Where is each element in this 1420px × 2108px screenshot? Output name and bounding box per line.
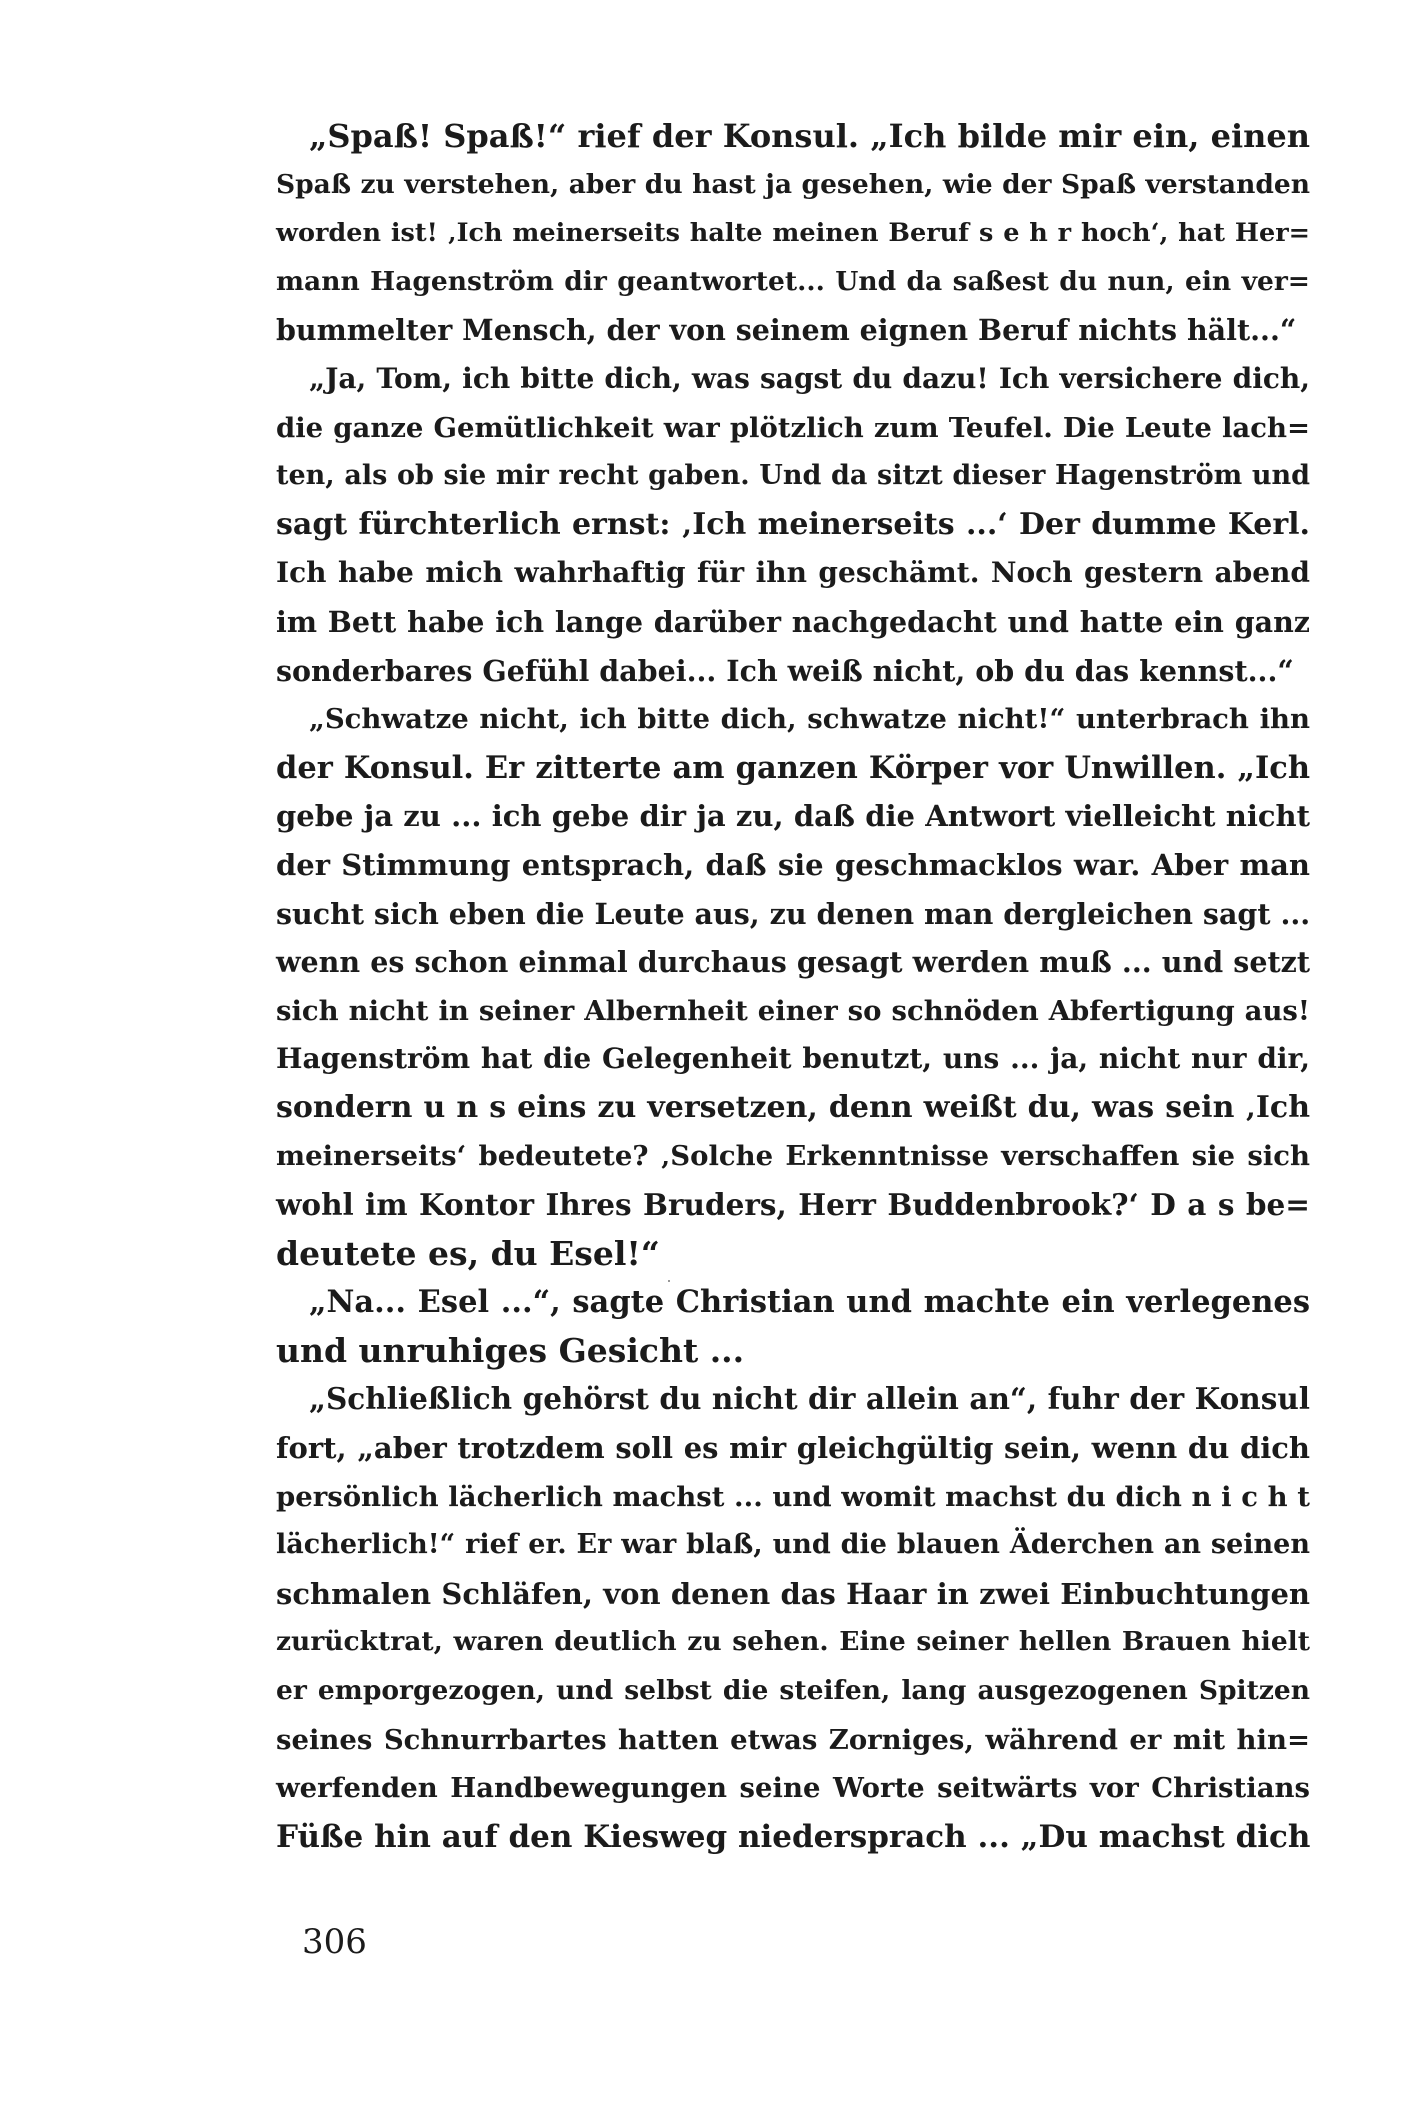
paper-speck [668,1280,670,1282]
text-line: lächerlich!“ rief er. Er war blaß, und die blauen Äderchen an seinen [276,1529,1310,1561]
text-line: mann Hagenström dir geantwortet... Und da saßest du nun, ein ver= [276,265,1310,297]
text-line: fort, „aber trotzdem soll es mir gleichgültig sein, wenn du dich [276,1431,1310,1466]
text-line: „Schließlich gehörst du nicht dir allein an“, fuhr der Konsul [309,1381,1310,1417]
text-line: der Konsul. Er zitterte am ganzen Körper vor Unwillen. „Ich [276,749,1310,786]
text-line: wenn es schon einmal durchaus gesagt werden muß ... und setzt [276,945,1310,980]
text-line: „Spaß! Spaß!“ rief der Konsul. „Ich bilde mir ein, einen [309,117,1310,155]
body-text [276,112,1310,1861]
text-line: ten, als ob sie mir recht gaben. Und da sitzt dieser Hagenström und [276,460,1310,492]
text-line: Füße hin auf den Kiesweg niedersprach ... „Du machst dich [276,1818,1311,1855]
text-line: sucht sich eben die Leute aus, zu denen man dergleichen sagt ... [276,896,1311,931]
text-line: „Schwatze nicht, ich bitte dich, schwatze nicht!“ unterbrach ihn [309,703,1310,736]
text-line: seines Schnurrbartes hatten etwas Zorniges, während er mit hin= [276,1723,1310,1756]
text-line: wohl im Kontor Ihres Bruders, Herr Buddenbrook?‘ D a s be= [276,1187,1310,1223]
text-line: persönlich lächerlich machst ... und womit machst du dich n i c h t [276,1480,1310,1513]
text-line: sagt fürchterlich ernst: ‚Ich meinerseits ...‘ Der dumme Kerl. [276,506,1310,542]
text-line: schmalen Schläfen, von denen das Haar in zwei Einbuchtungen [276,1576,1310,1611]
text-line: der Stimmung entsprach, daß sie geschmacklos war. Aber man [276,847,1310,882]
text-line: Spaß zu verstehen, aber du hast ja gesehen, wie der Spaß verstanden [276,168,1310,200]
text-line: bummelter Mensch, der von seinem eignen Beruf nichts hält...“ [276,313,1297,348]
text-line: die ganze Gemütlichkeit war plötzlich zum Teufel. Die Leute lach= [276,411,1310,444]
page-number: 306 [302,1922,367,1962]
text-line: „Ja, Tom, ich bitte dich, was sagst du dazu! Ich versichere dich, [309,361,1310,395]
text-line: sondern u n s eins zu versetzen, denn weißt du, was sein ‚Ich [276,1089,1310,1125]
text-line: er emporgezogen, und selbst die steifen, lang ausgezogenen Spitzen [276,1675,1310,1706]
text-line: „Na... Esel ...“, sagte Christian und machte ein verlegenes [309,1284,1310,1321]
text-line: sonderbares Gefühl dabei... Ich weiß nicht, ob du das kennst...“ [276,653,1294,688]
text-line: Hagenström hat die Gelegenheit benutzt, uns ... ja, nicht nur dir, [276,1042,1310,1076]
text-line: deutete es, du Esel!“ [276,1233,660,1273]
text-line: gebe ja zu ... ich gebe dir ja zu, daß die Antwort vielleicht nicht [276,799,1310,834]
text-line: meinerseits‘ bedeutete? ‚Solche Erkenntnisse verschaffen sie sich [276,1140,1310,1173]
text-line: im Bett habe ich lange darüber nachgedacht und hatte ein ganz [276,604,1310,639]
text-line: zurücktrat, waren deutlich zu sehen. Eine seiner hellen Brauen hielt [276,1626,1310,1658]
text-line: sich nicht in seiner Albernheit einer so schnöden Abfertigung aus! [276,994,1310,1027]
text-line: worden ist! ‚Ich meinerseits halte meinen Beruf s e h r hoch‘, hat Her= [276,218,1310,249]
text-line: und unruhiges Gesicht ... [276,1330,745,1370]
text-line: Ich habe mich wahrhaftig für ihn geschämt. Noch gestern abend [276,556,1310,590]
text-line: werfenden Handbewegungen seine Worte seitwärts vor Christians [276,1772,1310,1805]
